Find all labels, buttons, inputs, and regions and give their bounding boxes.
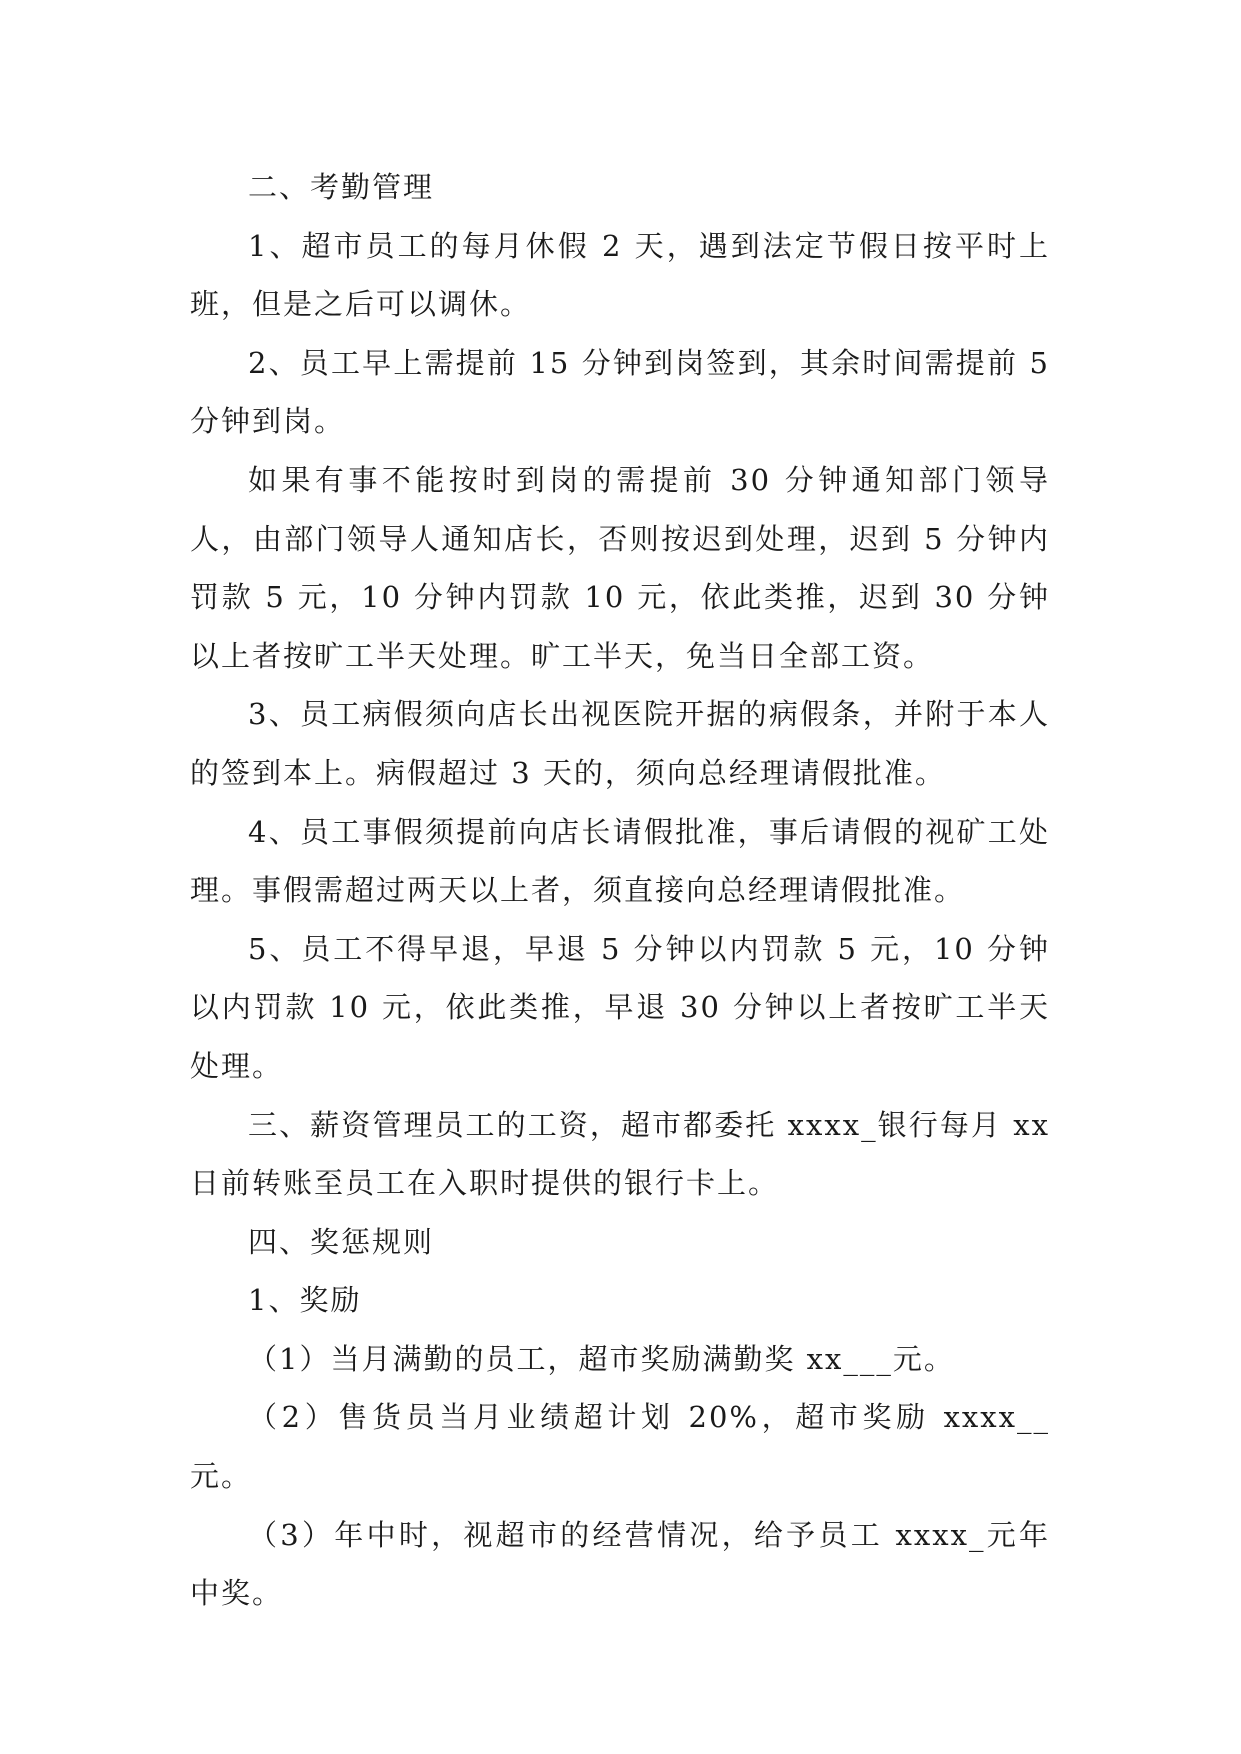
paragraph-personal-leave: 4、员工事假须提前向店长请假批准，事后请假的视矿工处理。事假需超过两天以上者，须直接向总经理请假批准。 (190, 814, 1050, 908)
subheading-rewards: 1、奖励 (248, 1283, 362, 1318)
paragraph-lateness-rules: 如果有事不能按时到岗的需提前 30 分钟通知部门领导人，由部门领导人通知店长，否则按迟到处理，迟到 5 分钟内罚款 5 元，10 分钟内罚款 10 元，依此类推，迟到 30 分钟以上者按旷工半天处理。旷工半天，免当日全部工资。 (190, 462, 1050, 673)
paragraph-sign-in-time: 2、员工早上需提前 15 分钟到岗签到，其余时间需提前 5 分钟到岗。 (190, 345, 1050, 439)
list-item-sales-bonus: （2）售货员当月业绩超计划 20%，超市奖励 xxxx__元。 (190, 1400, 1050, 1494)
paragraph-salary-management: 三、薪资管理员工的工资，超市都委托 xxxx_银行每月 xx 日前转账至员工在入职时提供的银行卡上。 (190, 1107, 1050, 1201)
section-heading-attendance: 二、考勤管理 (248, 170, 435, 204)
document-body (190, 158, 1050, 1623)
paragraph-sick-leave: 3、员工病假须向店长出视医院开据的病假条，并附于本人的签到本上。病假超过 3 天的，须向总经理请假批准。 (190, 697, 1050, 790)
section-heading-rewards-penalties: 四、奖惩规则 (248, 1224, 435, 1259)
list-item-midyear-bonus: （3）年中时，视超市的经营情况，给予员工 xxxx_元年中奖。 (190, 1517, 1050, 1611)
list-item-full-attendance: （1）当月满勤的员工，超市奖励满勤奖 xx___元。 (248, 1341, 955, 1376)
paragraph-early-leave: 5、员工不得早退，早退 5 分钟以内罚款 5 元，10 分钟以内罚款 10 元，依此类推，早退 30 分钟以上者按旷工半天处理。 (190, 931, 1050, 1083)
paragraph-monthly-leave: 1、超市员工的每月休假 2 天，遇到法定节假日按平时上班，但是之后可以调休。 (190, 228, 1050, 322)
